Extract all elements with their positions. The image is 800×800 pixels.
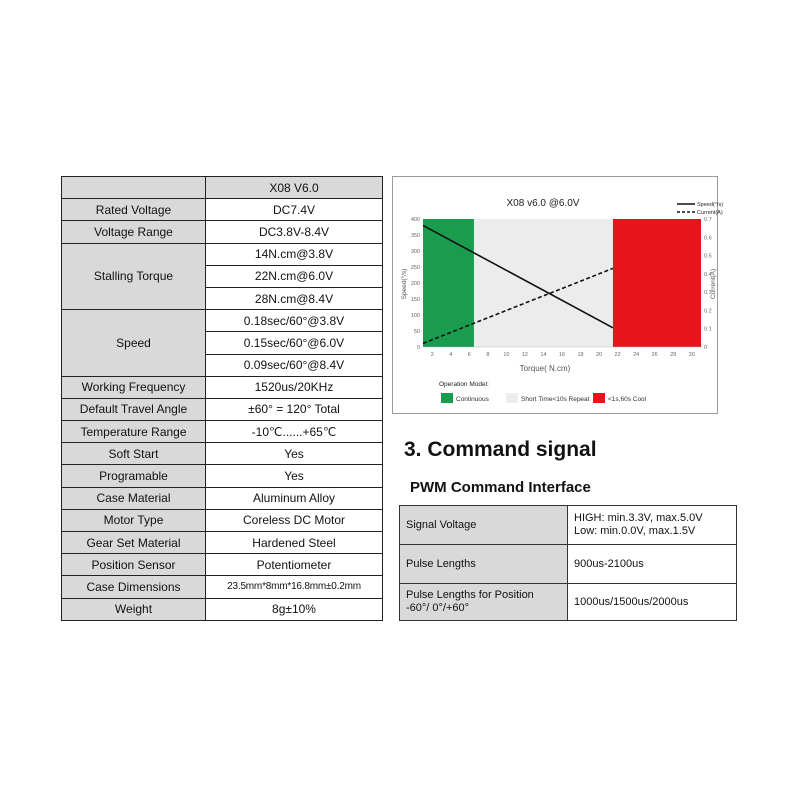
y-tick-label: 250 (410, 265, 420, 271)
case-dimensions-value: 23.5mm*8mm*16.8mm±0.2mm (206, 576, 383, 598)
x-tick-label: 24 (633, 352, 640, 358)
case-material-value: Aluminum Alloy (206, 487, 383, 509)
x-tick-label: 18 (577, 352, 584, 358)
y2-tick-label: 0.1 (704, 326, 712, 333)
y2-tick-label: 0 (704, 345, 708, 351)
y2-tick-label: 0.5 (704, 253, 712, 260)
gear-set-material-value: Hardened Steel (206, 532, 383, 554)
pulse-lengths-value: 900us-2100us (568, 545, 737, 584)
signal-voltage-low: Low: min.0.0V, max.1.5V (574, 525, 696, 537)
case-material-label: Case Material (62, 487, 206, 509)
temperature-range-label: Temperature Range (62, 421, 206, 443)
motor-type-value: Coreless DC Motor (206, 509, 383, 531)
x-tick-label: 8 (486, 352, 490, 358)
weight-label: Weight (62, 598, 206, 620)
gear-set-material-label: Gear Set Material (62, 532, 206, 554)
spec-row (62, 465, 383, 487)
working-frequency-value: 1520us/20KHz (206, 376, 383, 398)
motor-type-label: Motor Type (62, 509, 206, 531)
region-continuous (423, 219, 474, 347)
legend-label: Short Time<10s Repeat (521, 396, 590, 403)
legend-swatch (441, 393, 453, 403)
operation-model-legend (441, 393, 647, 403)
legend-label: Continuous (456, 396, 489, 403)
current-legend-label: Current(A) (697, 210, 723, 216)
y2-tick-label: 0.3 (704, 290, 712, 297)
x-tick-label: 12 (521, 352, 528, 358)
speed-value: 0.15sec/60°@6.0V (206, 332, 383, 354)
stalling-torque-label: Stalling Torque (62, 243, 206, 310)
y2-tick-label: 0.7 (704, 217, 712, 223)
chart-title: X08 v6.0 @6.0V (506, 198, 580, 209)
x-tick-label: 22 (614, 352, 621, 358)
y-tick-label: 100 (410, 313, 420, 319)
spec-row (62, 376, 383, 398)
operation-regions (423, 219, 701, 347)
y-tick-label: 50 (413, 329, 420, 335)
region--1s-60s-cool (613, 219, 701, 347)
spec-header-label (62, 177, 206, 199)
x-tick-label: 6 (467, 352, 471, 358)
spec-row (62, 243, 383, 265)
x-tick-label: 28 (670, 352, 677, 358)
spec-row (62, 598, 383, 620)
section-title: 3. Command signal (404, 438, 597, 461)
x-axis-label: Torque( N.cm) (519, 364, 571, 373)
stalling-torque-value: 28N.cm@8.4V (206, 287, 383, 309)
speed-label: Speed (62, 310, 206, 377)
position-sensor-label: Position Sensor (62, 554, 206, 576)
pwm-row (400, 506, 737, 545)
spec-table (61, 176, 383, 621)
y-tick-label: 150 (410, 297, 420, 303)
signal-voltage-value (568, 506, 737, 545)
rated-voltage-label: Rated Voltage (62, 199, 206, 221)
spec-row (62, 310, 383, 332)
signal-voltage-label: Signal Voltage (400, 506, 568, 545)
x-tick-label: 4 (449, 352, 453, 358)
default-travel-angle-label: Default Travel Angle (62, 398, 206, 420)
spec-row (62, 532, 383, 554)
region-short-time-10s-repeat (474, 219, 613, 347)
chart-legend (677, 202, 723, 216)
speed-value: 0.09sec/60°@8.4V (206, 354, 383, 376)
working-frequency-label: Working Frequency (62, 376, 206, 398)
pulse-lengths-label: Pulse Lengths (400, 545, 568, 584)
programable-label: Programable (62, 465, 206, 487)
pulse-position-label-line: -60°/ 0°/+60° (406, 602, 470, 614)
spec-row (62, 199, 383, 221)
spec-row (62, 398, 383, 420)
signal-voltage-high: HIGH: min.3.3V, max.5.0V (574, 512, 703, 524)
temperature-range-value: -10℃......+65℃ (206, 421, 383, 443)
spec-row (62, 576, 383, 598)
x-tick-label: 10 (503, 352, 510, 358)
stalling-torque-value: 22N.cm@6.0V (206, 265, 383, 287)
chart-svg (393, 177, 724, 413)
legend-swatch (593, 393, 605, 403)
spec-row (62, 509, 383, 531)
speed-value: 0.18sec/60°@3.8V (206, 310, 383, 332)
y2-tick-label: 0.4 (704, 271, 712, 278)
spec-row (62, 421, 383, 443)
x-tick-label: 2 (430, 352, 434, 358)
spec-header-row (62, 177, 383, 199)
spec-row (62, 554, 383, 576)
spec-header-model: X08 V6.0 (206, 177, 383, 199)
y2-tick-label: 0.6 (704, 235, 712, 242)
operation-model-title: Operation Model: (439, 381, 489, 388)
y-tick-label: 0 (416, 345, 420, 351)
default-travel-angle-value: ±60° = 120° Total (206, 398, 383, 420)
pwm-row (400, 545, 737, 584)
soft-start-value: Yes (206, 443, 383, 465)
spec-row (62, 487, 383, 509)
rated-voltage-value: DC7.4V (206, 199, 383, 221)
speed-current-chart (392, 176, 724, 414)
case-dimensions-label: Case Dimensions (62, 576, 206, 598)
y-tick-label: 300 (410, 249, 420, 255)
spec-row (62, 443, 383, 465)
y-axis-label: Speed(°/s) (401, 268, 408, 300)
voltage-range-value: DC3.8V-8.4V (206, 221, 383, 243)
soft-start-label: Soft Start (62, 443, 206, 465)
spec-row (62, 221, 383, 243)
legend-swatch (506, 393, 518, 403)
stalling-torque-value: 14N.cm@3.8V (206, 243, 383, 265)
pulse-position-label (400, 584, 568, 621)
legend-label: <1s,60s Cool (608, 396, 647, 403)
voltage-range-label: Voltage Range (62, 221, 206, 243)
weight-value: 8g±10% (206, 598, 383, 620)
x-tick-label: 30 (688, 352, 695, 358)
pulse-position-value: 1000us/1500us/2000us (568, 584, 737, 621)
x-tick-label: 20 (596, 352, 603, 358)
x-tick-label: 26 (651, 352, 658, 358)
y-tick-label: 350 (410, 233, 420, 239)
y-tick-label: 400 (410, 217, 420, 223)
position-sensor-value: Potentiometer (206, 554, 383, 576)
x-tick-label: 16 (558, 352, 566, 358)
y2-axis-label: Current(A) (710, 268, 717, 300)
pwm-table (399, 505, 737, 621)
y-tick-label: 200 (410, 281, 420, 287)
y2-tick-label: 0.2 (704, 308, 712, 315)
programable-value: Yes (206, 465, 383, 487)
speed-legend-label: Speed(°/s) (697, 202, 724, 208)
pwm-subtitle: PWM Command Interface (410, 479, 591, 496)
pulse-position-label-line: Pulse Lengths for Position (406, 589, 534, 601)
x-tick-label: 14 (540, 352, 547, 358)
pwm-row (400, 584, 737, 621)
